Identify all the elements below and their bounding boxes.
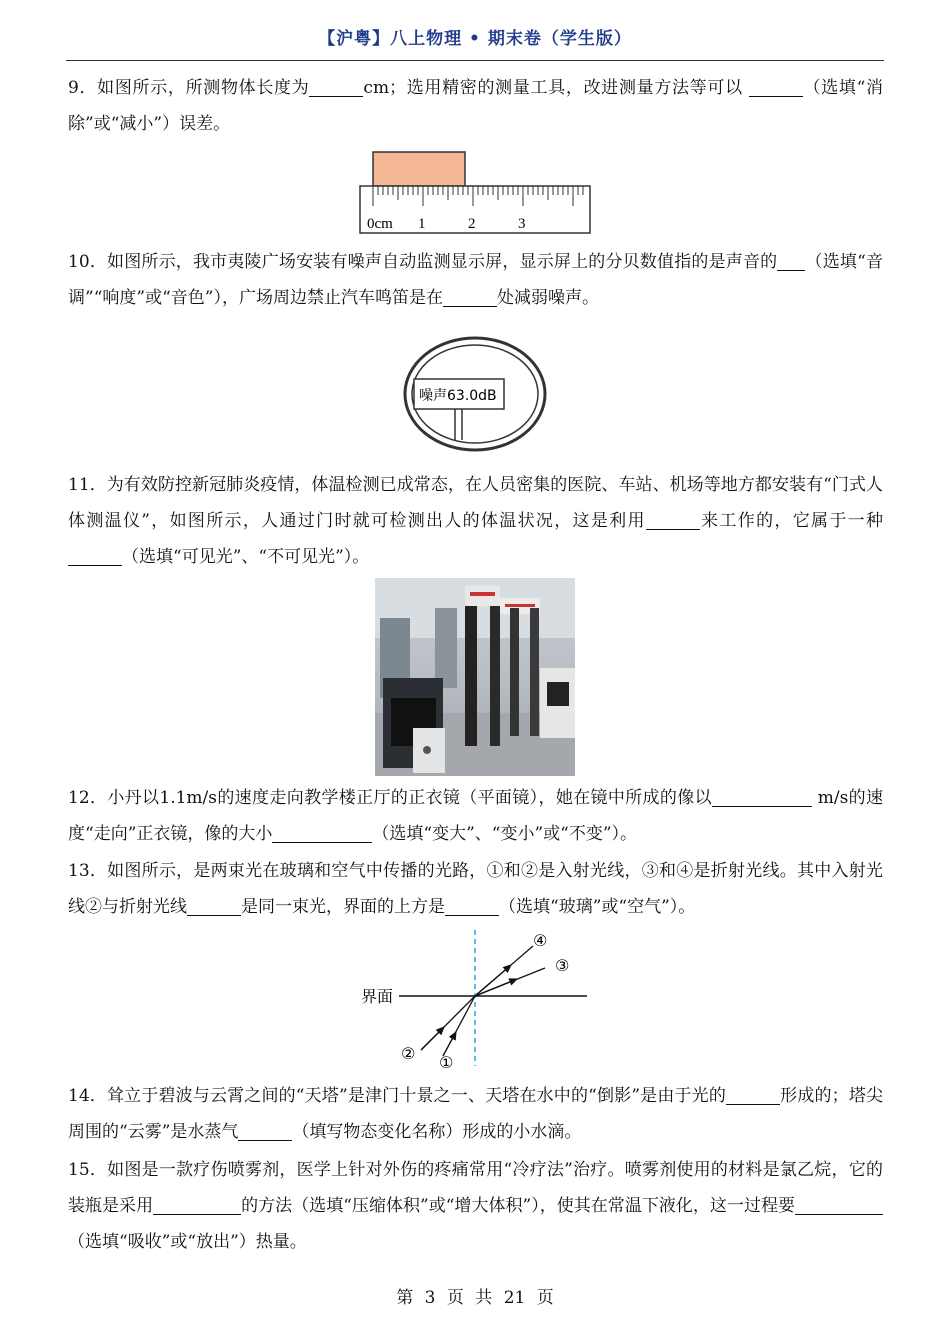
q10-blank-1[interactable] xyxy=(777,248,805,271)
page-number: 第 3 页 共 21 页 xyxy=(396,1288,554,1308)
question-12 xyxy=(68,780,883,852)
q15-text-b: 的方法（选填“压缩体积”或“增大体积”），使其在常温下液化，这一过程要 xyxy=(241,1196,796,1216)
q13-text-a: 13．如图所示，是两束光在玻璃和空气中传播的光路，①和②是入射光线，③和④是折射光线。其中入射光线②与折射光线 xyxy=(68,861,883,917)
question-13 xyxy=(68,853,883,925)
header-divider xyxy=(66,60,884,61)
q10-blank-2[interactable] xyxy=(443,284,497,307)
question-11 xyxy=(68,467,883,575)
q12-text-c: （选填“变大”、“变小”或“不变”）。 xyxy=(372,824,638,844)
q9-text-a: 9．如图所示，所测物体长度为 xyxy=(68,78,310,98)
q15-text-a: 15．如图是一款疗伤喷雾剂，医学上针对外伤的疼痛常用“冷疗法”治疗。喷雾剂使用的材料是氯乙烷，它的装瓶是采用 xyxy=(68,1160,883,1216)
q12-text-b: m/s的速度“走向”正衣镜，像的大小 xyxy=(68,788,883,844)
q15-blank-2[interactable] xyxy=(795,1192,883,1215)
q12-blank-1[interactable] xyxy=(712,784,812,807)
q12-text-a: 12．小丹以1.1m/s的速度走向教学楼正厅的正衣镜（平面镜），她在镜中所成的像以 xyxy=(68,788,712,808)
q14-text-b: 形成的；塔尖周围的“云雾”是水蒸气 xyxy=(68,1086,883,1142)
ruler-label-1: 1 xyxy=(418,216,426,232)
q9-text-c: （选填“消除”或“减小”）误差。 xyxy=(68,78,883,134)
q14-blank-2[interactable] xyxy=(238,1118,292,1141)
q11-text-b: 来工作的，它属于一种 xyxy=(699,511,883,531)
interface-label: 界面 xyxy=(361,987,394,1006)
gate-pillar-2 xyxy=(490,596,500,746)
q13-text-b: 是同一束光，界面的上方是 xyxy=(241,897,445,917)
q10-text-a: 10．如图所示，我市夷陵广场安装有噪声自动监测显示屏，显示屏上的分贝数值指的是声音的 xyxy=(68,252,778,272)
q11-blank-1[interactable] xyxy=(646,507,700,530)
noise-monitor-figure xyxy=(402,334,550,456)
q15-text-c: （选填“吸收”或“放出”）热量。 xyxy=(68,1232,307,1252)
gate-pillar-3 xyxy=(510,608,519,736)
q9-blank-1[interactable] xyxy=(309,74,363,97)
refraction-diagram xyxy=(355,928,595,1070)
question-14 xyxy=(68,1078,883,1150)
q13-blank-2[interactable] xyxy=(445,893,499,916)
q10-text-b: （选填“音调”“响度”或“音色”），广场周边禁止汽车鸣笛是在 xyxy=(68,252,883,308)
ray-label-4: ④ xyxy=(533,931,548,950)
question-9 xyxy=(68,70,883,142)
measured-block xyxy=(373,152,465,186)
ruler-figure xyxy=(355,150,595,236)
q14-blank-1[interactable] xyxy=(726,1082,780,1105)
q9-text-b: cm；选用精密的测量工具，改进测量方法等可以 xyxy=(363,78,749,98)
q14-text-a: 14．耸立于碧波与云霄之间的“天塔”是津门十景之一、天塔在水中的“倒影”是由于光的 xyxy=(68,1086,726,1106)
gate-pillar-1 xyxy=(465,586,477,746)
q14-text-c: （填写物态变化名称）形成的小水滴。 xyxy=(292,1122,582,1142)
q11-text-c: （选填“可见光”、“不可见光”）。 xyxy=(122,547,370,567)
question-10 xyxy=(68,244,883,316)
ray-label-3: ③ xyxy=(555,956,570,975)
ray-label-1: ① xyxy=(439,1053,454,1070)
q9-blank-2[interactable] xyxy=(749,74,803,97)
page-header: 【沪粤】八上物理 • 期末卷（学生版） xyxy=(318,29,632,49)
q13-text-c: （选填“玻璃”或“空气”）。 xyxy=(499,897,696,917)
q11-text-a: 11．为有效防控新冠肺炎疫情，体温检测已成常态，在人员密集的医院、车站、机场等地方都安装有“门式人体测温仪”，如图所示，人通过门时就可检测出人的体温状况，这是利用 xyxy=(68,475,883,531)
temperature-gate-photo xyxy=(375,578,575,776)
q15-blank-1[interactable] xyxy=(153,1192,241,1215)
ruler-label-0: 0cm xyxy=(367,216,393,232)
question-15 xyxy=(68,1152,883,1260)
q10-text-c: 处减弱噪声。 xyxy=(496,288,599,308)
ruler-label-2: 2 xyxy=(468,216,476,232)
q12-blank-2[interactable] xyxy=(272,820,372,843)
display-reading: 噪声63.0dB xyxy=(419,388,497,404)
gate-pillar-4 xyxy=(530,608,539,736)
ruler-label-3: 3 xyxy=(518,216,526,232)
ray-label-2: ② xyxy=(401,1044,416,1063)
q13-blank-1[interactable] xyxy=(187,893,241,916)
q11-blank-2[interactable] xyxy=(68,543,122,566)
